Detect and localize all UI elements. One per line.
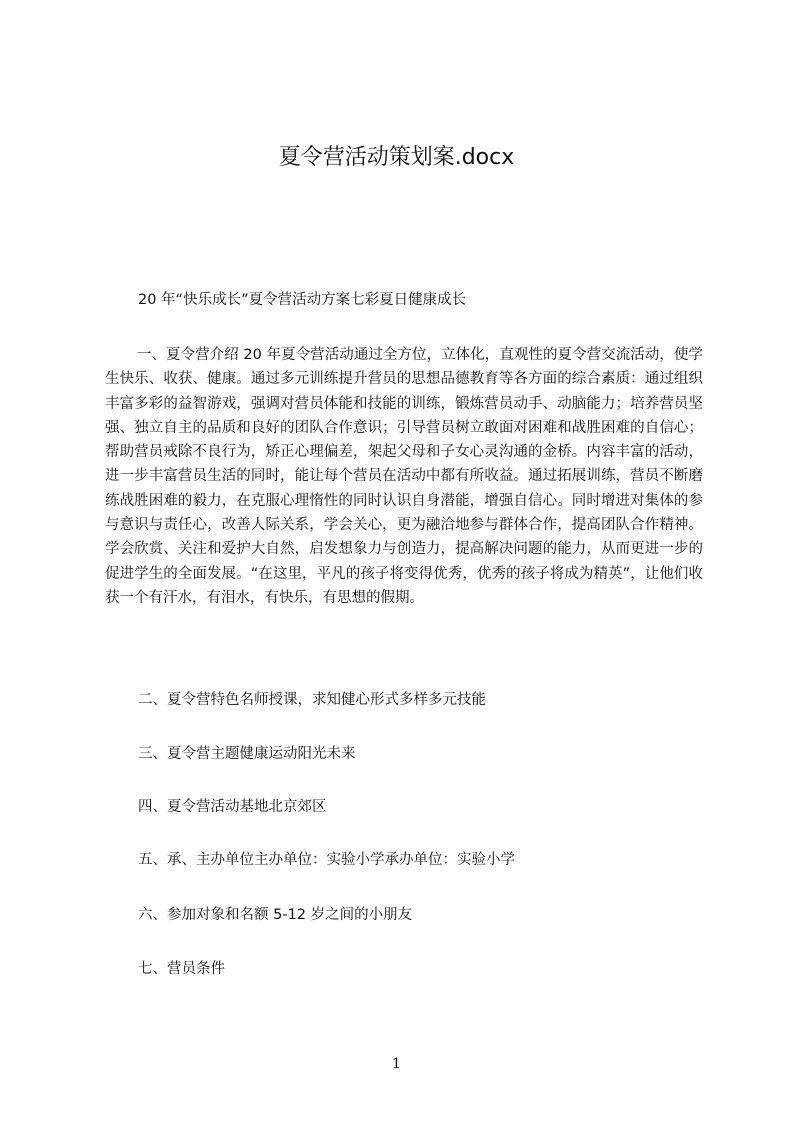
body-paragraph: 一、夏令营介绍 20 年夏令营活动通过全方位，立体化，直观性的夏令营交流活动，使学生快乐、收获、健康。通过多元训练提升营员的思想品德教育等各方面的综合素质：通过组织丰富多彩的益智游戏，强调对营员体能和技能的训练，锻炼营员动手、动脑能力；培养营员坚强、独立自主的品质和良好的团队合作意识；引导营员树立敢面对困难和战胜困难的自信心；帮助营员戒除不良行为，矫正心理偏差，架起父母和子女心灵沟通的金桥。内容丰富的活动，进一步丰富营员生活的同时，能让每个营员在活动中都有所收益。通过拓展训练，营员不断磨练战胜困难的毅力，在克服心理惰性的同时认识自身潜能，增强自信心。同时增进对集体的参与意识与责任心，改善人际关系，学会关心，更为融洽地参与群体合作，提高团队合作精神。学会欣赏、关注和爱护大自然，启发想象力与创造力，提高解决问题的能力，从而更进一步的促进学生的全面发展。“在这里，平凡的孩子将变得优秀，优秀的孩子将成为精英”，让他们收获一个有汗水，有泪水，有快乐，有思想的假期。 <box>105 347 703 606</box>
document-title: 夏令营活动策划案.docx <box>278 145 515 170</box>
intro-line: 20 年“快乐成长”夏令营活动方案七彩夏日健康成长 <box>138 292 467 308</box>
section-heading-7: 七、营员条件 <box>138 961 225 977</box>
page-number: 1 <box>392 1056 401 1072</box>
section-heading-4: 四、夏令营活动基地北京郊区 <box>138 799 327 815</box>
section-heading-6: 六、参加对象和名额 5-12 岁之间的小朋友 <box>138 907 413 923</box>
section-heading-5: 五、承、主办单位主办单位：实验小学承办单位：实验小学 <box>138 852 515 868</box>
section-heading-3: 三、夏令营主题健康运动阳光未来 <box>138 746 356 762</box>
section-heading-2: 二、夏令营特色名师授课，求知健心形式多样多元技能 <box>138 692 486 708</box>
